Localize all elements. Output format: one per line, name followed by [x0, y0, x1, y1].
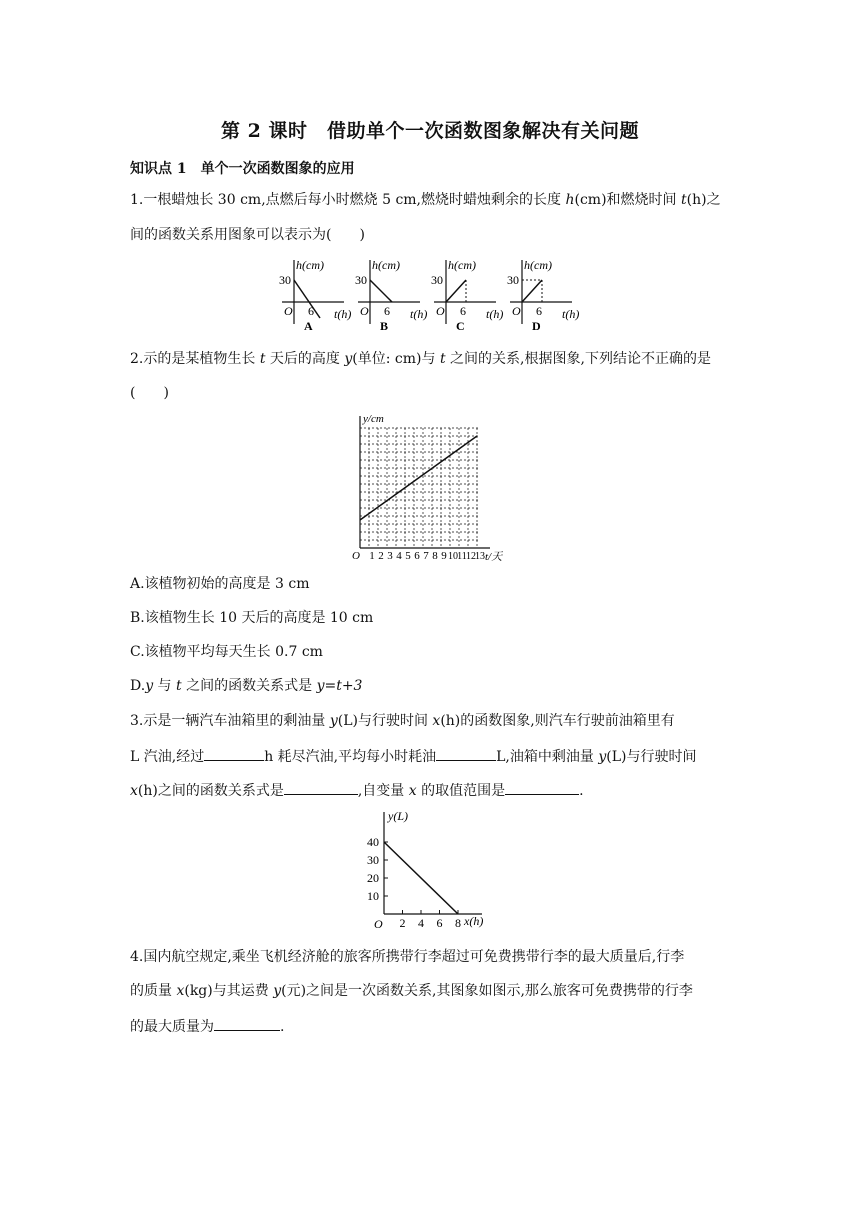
q4-text: 的质量	[130, 983, 177, 999]
q3-line3	[130, 780, 584, 800]
graph-d-xtick: 6	[536, 304, 542, 318]
q4-line3	[130, 1016, 284, 1036]
q3-graph-ytick: 10	[367, 889, 379, 903]
q3-var-x: x	[432, 713, 441, 729]
graph-a	[279, 258, 351, 333]
answer-blank[interactable]	[436, 746, 496, 761]
q2-line1	[130, 350, 711, 368]
q3-graph	[362, 804, 492, 936]
q1-text: (cm)和燃烧时间	[574, 192, 681, 208]
q4-line1: 4.国内航空规定,乘坐飞机经济舱的旅客所携带行李超过可免费携带行李的最大质量后,行李	[130, 949, 685, 965]
graph-d-origin: O	[512, 304, 521, 318]
q1-line1	[130, 191, 721, 209]
q3-text: 的取值范围是	[416, 783, 506, 799]
q4-text: .	[280, 1019, 285, 1035]
graph-d-ytick: 30	[507, 273, 519, 287]
q2-option-d	[130, 677, 362, 695]
q3-line1	[130, 712, 675, 730]
q1-text: (h)之	[686, 192, 721, 208]
q3-text: (h)的函数图象,则汽车行驶前油箱里有	[440, 713, 675, 729]
graph-b-xtick: 6	[384, 304, 390, 318]
graph-a-ytick: 30	[279, 273, 291, 287]
q3-text: L,油箱中剩油量	[496, 749, 599, 765]
graph-c-xtick: 6	[460, 304, 466, 318]
q2-option-b: B.该植物生长 10 天后的高度是 10 cm	[130, 610, 374, 626]
q3-text: L 汽油,经过	[130, 749, 205, 765]
q2-option-a: A.该植物初始的高度是 3 cm	[130, 576, 310, 592]
q4-line2	[130, 982, 693, 1000]
q2-option-d-text: 与	[153, 678, 177, 694]
q2-var-y: y	[145, 678, 154, 694]
q1-line2: 间的函数关系用图象可以表示为( )	[130, 227, 365, 243]
q2-option-d-text: D.	[130, 678, 146, 694]
graph-b-origin: O	[360, 304, 369, 318]
answer-blank[interactable]	[204, 746, 264, 761]
graph-a-label: A	[304, 319, 313, 333]
q2-graph-origin: O	[352, 550, 360, 562]
q4-text: (kg)与其运费	[184, 983, 274, 999]
answer-blank[interactable]	[214, 1016, 280, 1031]
graph-b-xlabel: t(h)	[410, 307, 428, 321]
q3-text: 3.示是一辆汽车油箱里的剩油量	[130, 713, 330, 729]
graph-a-xtick: 6	[308, 304, 314, 318]
page-title: 第 2 课时 借助单个一次函数图象解决有关问题	[221, 120, 639, 142]
q3-var-y: y	[329, 713, 338, 729]
q2-option-d-formula: y=t+3	[316, 678, 363, 694]
q2-graph-xtick: 7	[423, 550, 429, 562]
graph-c-origin: O	[436, 304, 445, 318]
q2-text: 天后的高度	[265, 351, 345, 367]
q2-graph-xtick: 9	[441, 550, 447, 562]
graph-a-origin: O	[284, 304, 293, 318]
q3-text: .	[579, 783, 584, 799]
q2-graph-ylabel: y/cm	[363, 413, 384, 425]
q4-text: 的最大质量为	[130, 1019, 214, 1035]
q2-var-y: y	[344, 351, 353, 367]
graph-d	[507, 258, 579, 333]
q2-option-d-text: 之间的函数关系式是	[181, 678, 317, 694]
q2-graph-xtick: 4	[396, 550, 402, 562]
q2-line2: ( )	[130, 385, 169, 401]
q4-text: (元)之间是一次函数关系,其图象如图示,那么旅客可免费携带的行李	[281, 983, 693, 999]
q2-var-t: t	[176, 678, 182, 694]
q2-graph-xlabel: t/天	[485, 551, 503, 563]
graph-c-xlabel: t(h)	[486, 307, 504, 321]
q1-text: 1.一根蜡烛长 30 cm,点燃后每小时燃烧 5 cm,燃烧时蜡烛剩余的长度	[130, 192, 566, 208]
q3-var-y: y	[598, 749, 607, 765]
graph-b	[355, 258, 427, 333]
q1-var-h: h	[565, 192, 575, 208]
graph-b-ytick: 30	[355, 273, 367, 287]
q3-graph-ytick: 20	[367, 871, 379, 885]
q2-option-c: C.该植物平均每天生长 0.7 cm	[130, 644, 323, 660]
q2-graph-xtick: 8	[432, 550, 438, 562]
q4-var-y: y	[273, 983, 282, 999]
graph-c-ytick: 30	[431, 273, 443, 287]
graph-d-label: D	[532, 319, 541, 333]
q3-graph-xlabel: x(h)	[464, 914, 484, 928]
graph-b-label: B	[380, 319, 389, 333]
graph-c-label: C	[456, 319, 465, 333]
q2-var-t: t	[259, 351, 266, 367]
graph-a-ylabel: h(cm)	[296, 258, 324, 272]
q3-var-x: x	[130, 783, 138, 799]
graph-c	[431, 258, 503, 333]
q1-var-t: t	[681, 192, 687, 208]
answer-blank[interactable]	[505, 780, 579, 795]
answer-blank[interactable]	[284, 780, 358, 795]
graph-d-xlabel: t(h)	[562, 307, 580, 321]
q3-graph-xtick: 6	[436, 916, 443, 930]
q3-text: h 耗尽汽油,平均每小时耗油	[264, 749, 437, 765]
q2-graph-xtick: 11	[457, 551, 467, 562]
q2-text: 2.示的是某植物生长	[130, 351, 260, 367]
q2-graph-xtick: 13	[475, 551, 485, 562]
q3-graph-xtick: 4	[418, 916, 424, 930]
q3-graph-ylabel: y(L)	[388, 809, 408, 823]
q2-text: 之间的关系,根据图象,下列结论不正确的是	[445, 351, 711, 367]
q3-var-x: x	[408, 783, 417, 799]
q2-text: (单位: cm)与	[352, 351, 440, 367]
q2-graph-xtick: 2	[378, 550, 384, 562]
q1-graphs	[276, 254, 596, 334]
q2-graph-xtick: 6	[414, 550, 420, 562]
q2-graph-xtick: 10	[448, 551, 458, 562]
q3-graph-ytick: 40	[367, 835, 379, 849]
graph-d-ylabel: h(cm)	[524, 258, 552, 272]
q3-text: (h)之间的函数关系式是	[137, 783, 284, 799]
q2-var-t: t	[439, 351, 446, 367]
q3-graph-ytick: 30	[367, 853, 379, 867]
q3-text: (L)与行驶时间	[606, 749, 697, 765]
q3-text: ,自变量	[357, 783, 409, 799]
q3-line2	[130, 746, 696, 766]
graph-c-ylabel: h(cm)	[448, 258, 476, 272]
section-heading: 知识点 1 单个一次函数图象的应用	[130, 161, 355, 177]
q2-graph	[340, 408, 520, 566]
q3-text: (L)与行驶时间	[337, 713, 433, 729]
q3-graph-xtick: 8	[455, 916, 461, 930]
q2-graph-xtick: 1	[369, 550, 375, 562]
q2-graph-xtick: 3	[387, 550, 393, 562]
q3-graph-xtick: 2	[399, 916, 406, 930]
graph-b-ylabel: h(cm)	[372, 258, 400, 272]
q2-graph-xtick: 12	[466, 551, 476, 562]
graph-a-xlabel: t(h)	[334, 307, 352, 321]
q4-var-x: x	[176, 983, 185, 999]
q3-graph-origin: O	[374, 917, 383, 931]
q2-graph-xtick: 5	[405, 550, 411, 562]
